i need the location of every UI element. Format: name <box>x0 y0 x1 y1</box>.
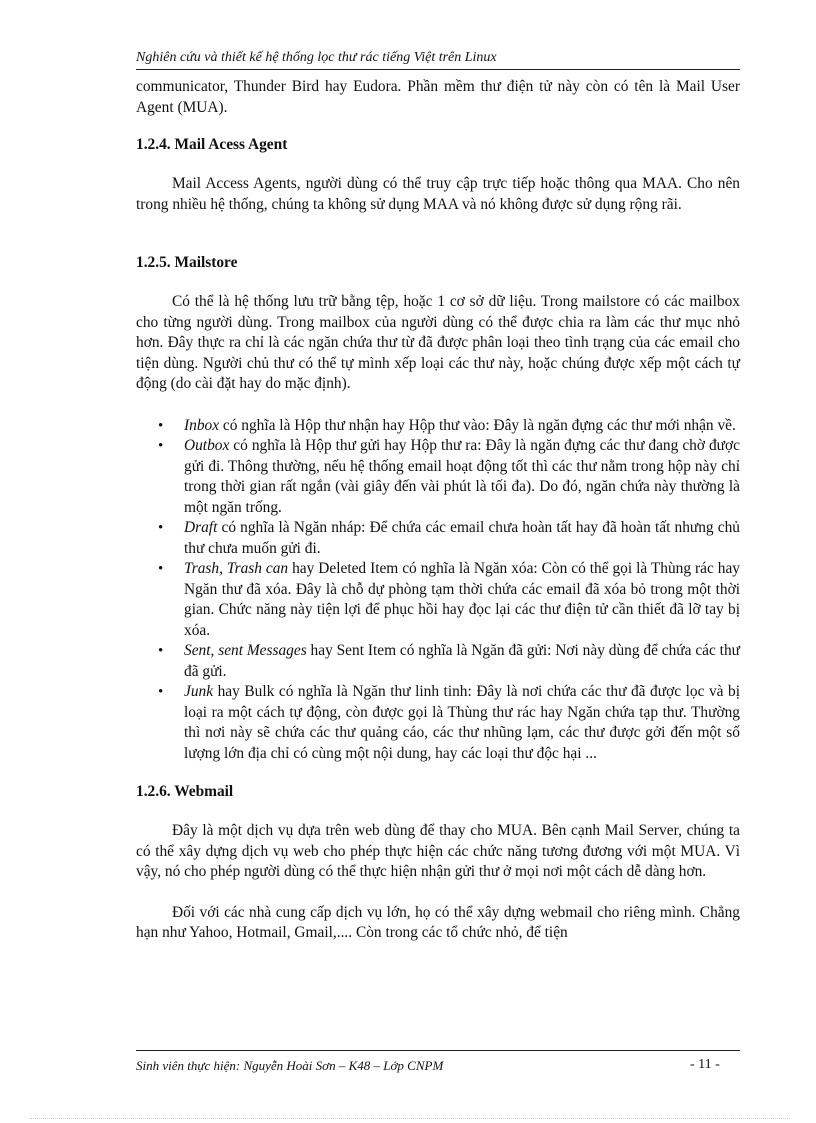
term: Junk <box>184 683 214 700</box>
term: Sent, sent Messages <box>184 642 307 659</box>
bullet-icon: • <box>158 643 164 659</box>
page-edge-divider <box>30 1118 790 1119</box>
list-item <box>136 559 740 641</box>
maa-paragraph: Mail Access Agents, người dùng có thể truy cập trực tiếp hoặc thông qua MAA. Cho nên trong nhiều hệ thống, chúng ta không sử dụng MAA và nó không được sử dụng rộng rãi. <box>136 175 740 213</box>
bullet-icon: • <box>158 684 164 700</box>
bullet-icon: • <box>158 417 164 434</box>
mailstore-paragraph: Có thể là hệ thống lưu trữ bằng tệp, hoặc 1 cơ sở dữ liệu. Trong mailstore có các mailbox cho từng người dùng. Trong mailbox của người dùng có thể được chia ra làm các thư mục nhỏ hơn. Đây thực ra chỉ là các ngăn chứa thư từ đã được phân loại theo tình trạng của các email cho tiện dùng. Người chủ thư có thể tự mình xếp loại các thư này, hoặc chúng được xếp một cách tự động (do cài đặt hay do mặc định). <box>136 293 740 392</box>
page-body <box>136 77 740 944</box>
item-text: có nghĩa là Ngăn nháp: Để chứa các email chưa hoàn tất hay đã hoàn tất nhưng chủ thư chưa muốn gửi đi. <box>184 519 740 557</box>
bullet-icon: • <box>158 438 164 454</box>
list-item <box>136 682 740 764</box>
item-text: có nghĩa là Hộp thư gửi hay Hộp thư ra: Đây là ngăn đựng các thư đang chờ được gửi đi. Thông thường, nếu hệ thống email hoạt động tốt thì các thư nằm trong hộp này chỉ trong thời gian rất ngắn (vài giây đến vài phút là tối đa). Do đó, ngăn chứa này thường là một ngăn trống. <box>184 437 740 516</box>
item-text: hay Sent Item có nghĩa là Ngăn đã gửi: Nơi này dùng để chứa các thư đã gửi. <box>184 642 740 680</box>
heading-mailstore: 1.2.5. Mailstore <box>136 254 238 271</box>
webmail-paragraph-2: Đối với các nhà cung cấp dịch vụ lớn, họ có thể xây dựng webmail cho riêng mình. Chẳng hạn như Yahoo, Hotmail, Gmail,.... Còn trong các tổ chức nhỏ, để tiện <box>136 903 740 941</box>
bullet-icon: • <box>158 561 164 577</box>
intro-paragraph: communicator, Thunder Bird hay Eudora. Phần mềm thư điện tử này còn có tên là Mail User Agent (MUA). <box>136 78 740 116</box>
term: Draft <box>184 519 218 536</box>
list-item <box>136 518 740 559</box>
term: Trash, Trash can <box>184 560 289 577</box>
webmail-paragraph-1: Đây là một dịch vụ dựa trên web dùng để thay cho MUA. Bên cạnh Mail Server, chúng ta có thể xây dựng dịch vụ web cho phép thực hiện các chức năng tương đương với một MUA. Vì vậy, nó cho phép người dùng có thể thực hiện nhận gửi thư ở mọi nơi một cách dễ dàng hơn. <box>136 822 740 880</box>
heading-mail-access-agent: 1.2.4. Mail Acess Agent <box>136 136 288 153</box>
item-text: hay Deleted Item có nghĩa là Ngăn xóa: Còn có thể gọi là Thùng rác hay Ngăn thư đã xóa. Đây là chỗ dự phòng tạm thời chứa các email đã xóa bỏ trong một thời gian. Chức năng này tiện lợi để phục hồi hay đọc lại các thư điện tử cần thiết đã lỡ tay bị xóa. <box>184 560 740 639</box>
mailbox-folder-list <box>136 416 740 765</box>
item-text: hay Bulk có nghĩa là Ngăn thư linh tinh: Đây là nơi chứa các thư đã được lọc và bị loại ra một cách tự động, còn được gọi là Thùng thư rác hay Ngăn chứa tạp thư. Thường thì nơi này sẽ chứa các thư quảng cáo, các thư nhũng lạm, các thư được gởi đến một số lượng lớn địa chỉ có cùng một nội dung, hay các loại thư độc hại ... <box>184 683 740 762</box>
page-number: - 11 - <box>690 1057 720 1072</box>
footer-divider <box>136 1050 740 1051</box>
term: Outbox <box>184 437 230 454</box>
item-text: có nghĩa là Hộp thư nhận hay Hộp thư vào: Đây là ngăn đựng các thư mới nhận về. <box>219 416 736 434</box>
running-header: Nghiên cứu và thiết kế hệ thống lọc thư rác tiếng Việt trên Linux <box>136 50 740 70</box>
footer-author: Sinh viên thực hiện: Nguyễn Hoài Sơn – K48 – Lớp CNPM <box>136 1058 444 1073</box>
heading-webmail: 1.2.6. Webmail <box>136 783 234 800</box>
list-item <box>136 416 740 437</box>
term: Inbox <box>184 416 220 434</box>
bullet-icon: • <box>158 520 164 536</box>
list-item <box>136 641 740 682</box>
list-item <box>136 436 740 518</box>
